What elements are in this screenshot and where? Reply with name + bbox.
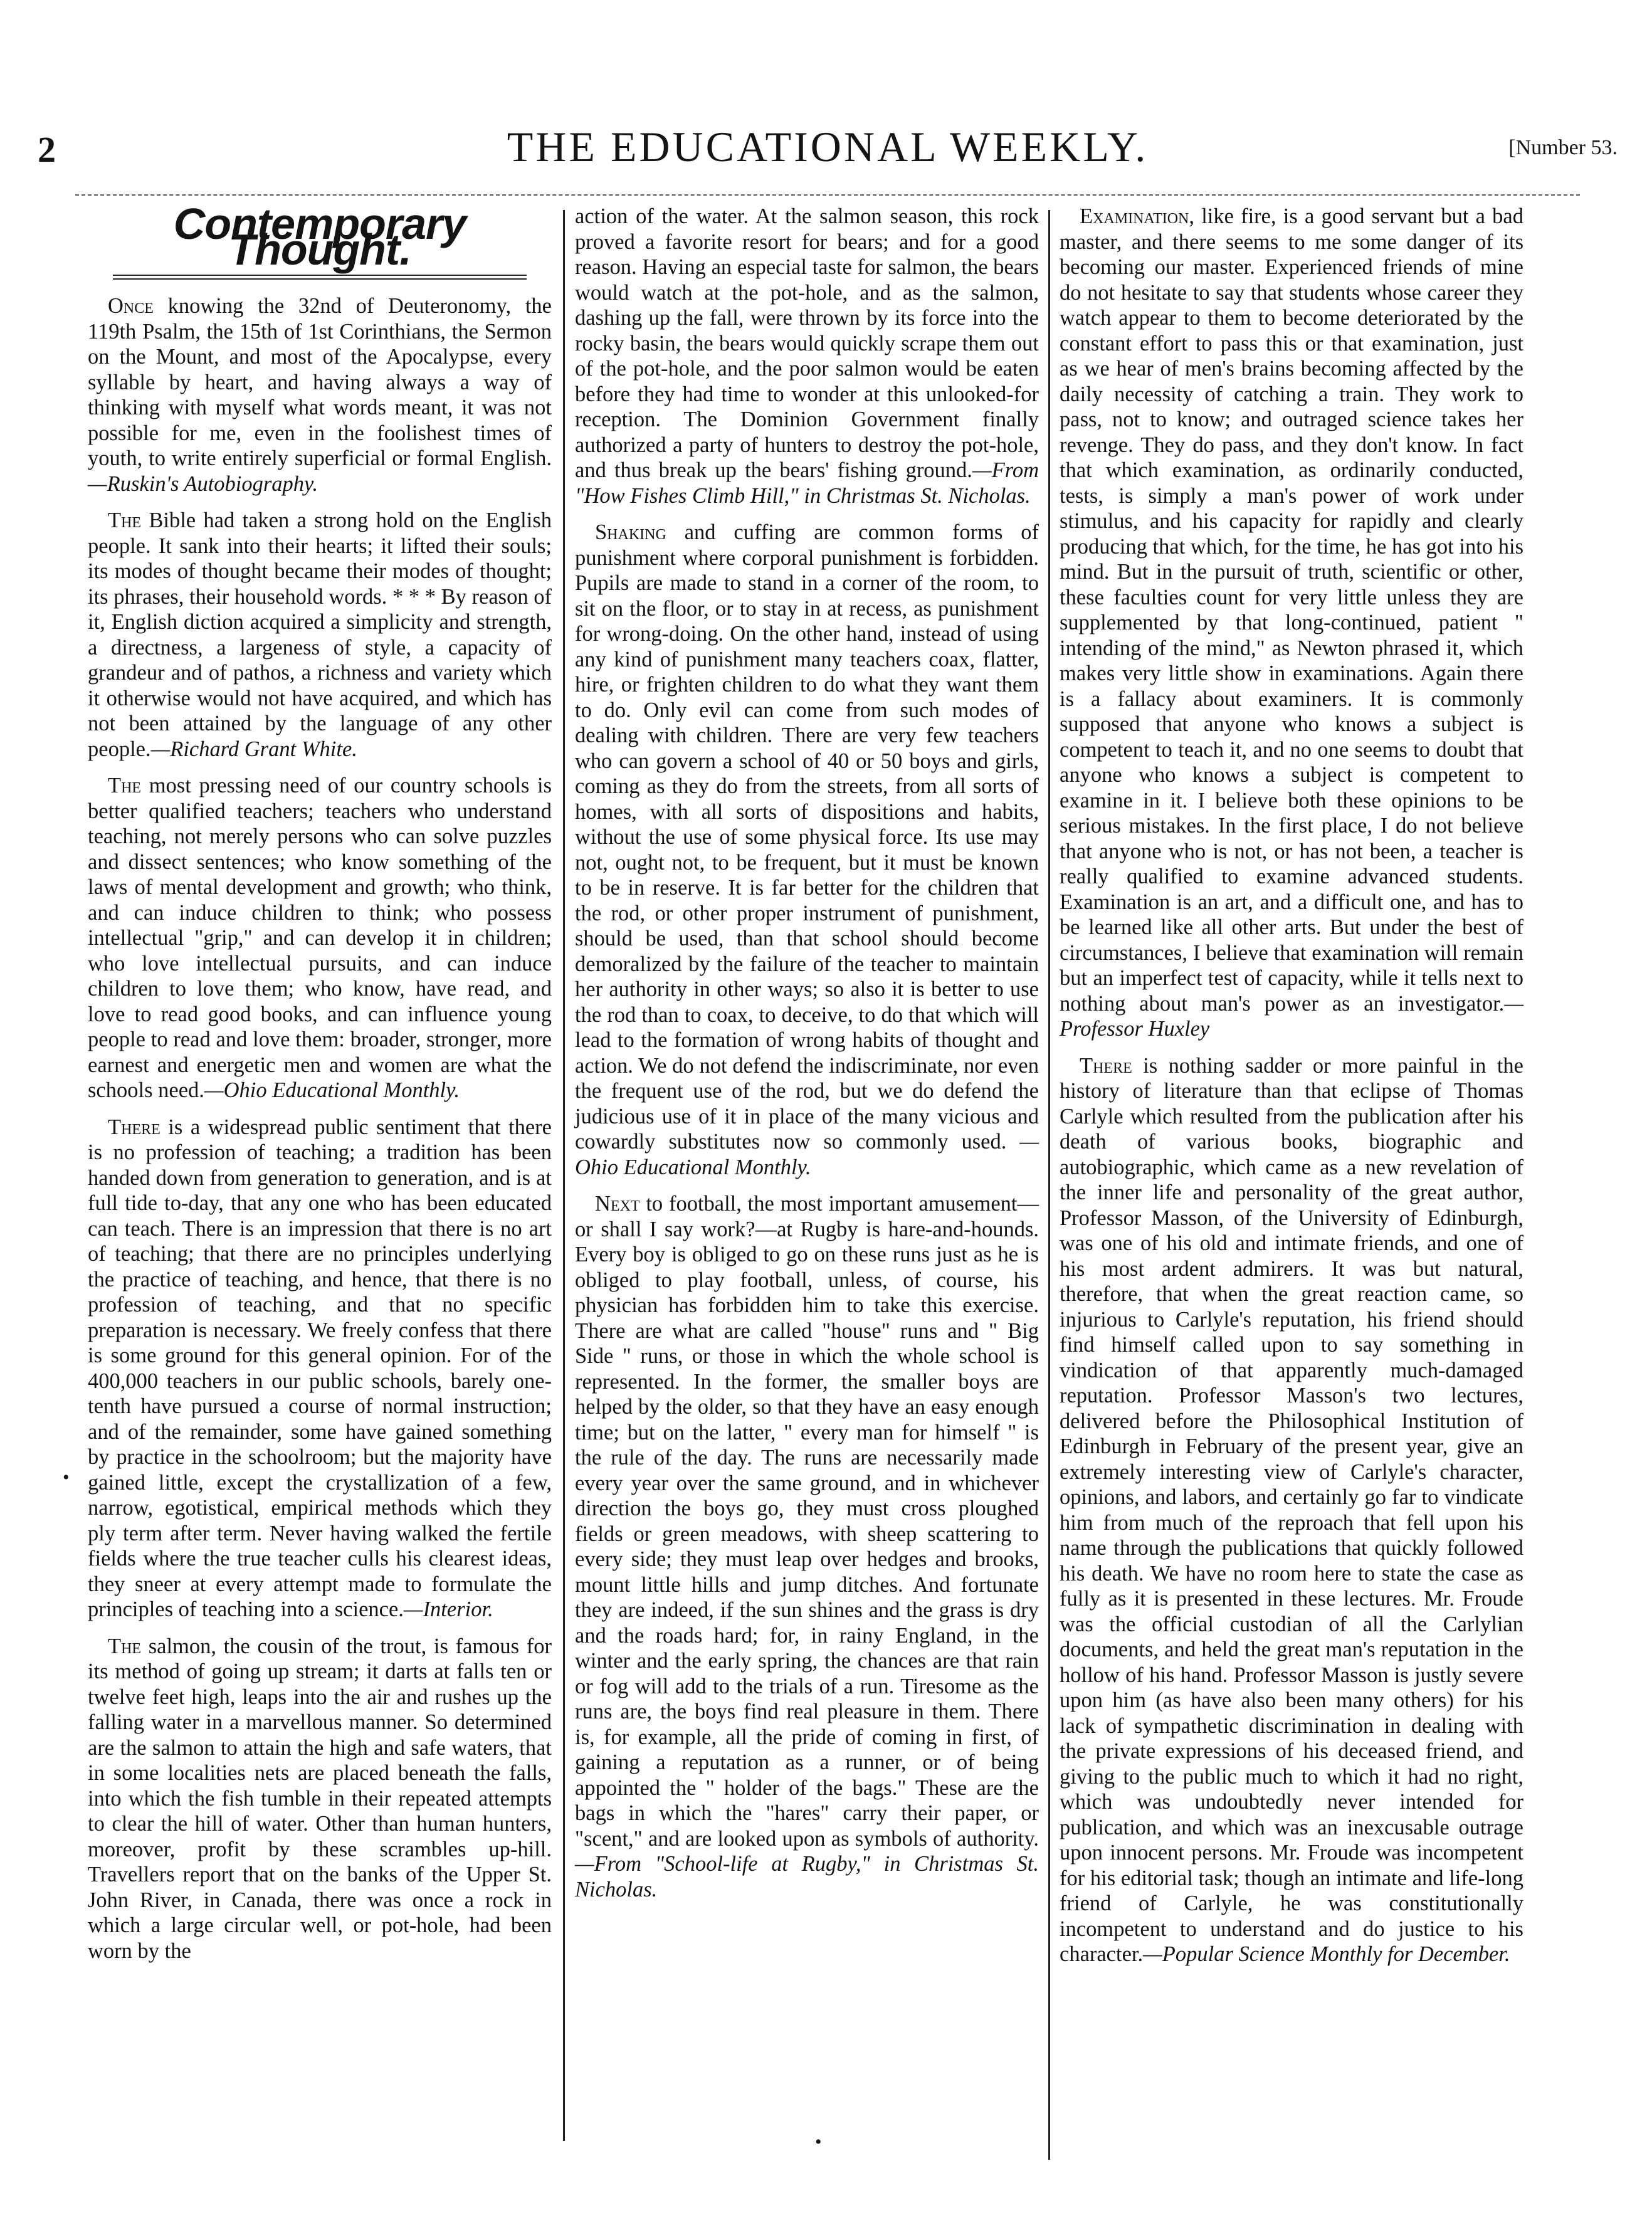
header-rule xyxy=(75,194,1580,196)
article-source: —Ruskin's Autobiography. xyxy=(88,471,318,496)
article-source: —From "School-life at Rugby," in Christmas St. Nicholas. xyxy=(575,1852,1039,1901)
article-ohio-teachers: The most pressing need of our country schools is better qualified teachers; teachers who understand teaching, not merely persons who can solve puzzles and dissect sentences; who know something of the laws of mental development and growth; who think, and can induce children to think; who possess intellectual "grip," and can develop it in children; who love intellectual pursuits, and can induce children to love them; who know, have read, and love to read good books, and can influence young people to read and love them: broader, stronger, more earnest and energetic men and women are what the schools need.—Ohio Educational Monthly. xyxy=(88,774,552,1102)
issue-number: [Number 53. xyxy=(1508,136,1618,159)
article-source: —Popular Science Monthly for December. xyxy=(1143,1942,1510,1966)
column-2 xyxy=(575,204,1039,1913)
article-huxley: Examination, like fire, is a good servant but a bad master, and there seems to me some danger of its becoming our master. Experienced friends of mine do not hesitate to say that students whose career they watch appear to them to become deteriorated by the constant effort to pass this or that examination, just as we hear of men's brains becoming affected by the daily necessity of catching a train. They work to pass, not to know; and outraged science takes her revenge. They do pass, and they don't know. In fact that which examination, as ordinarily conducted, tests, is simply a man's power of work under stimulus, and his capacity for rapidly and clearly producing that which, for the time, he has got into his mind. But in the pursuit of truth, scientific or other, these faculties count for very little unless they are supplemented by that long-continued, patient " intending of the mind," as Newton phrased it, which makes very little show in examinations. Again there is a fallacy about examiners. It is commonly supposed that anyone who knows a subject is competent to teach it, and no one seems to doubt that anyone who knows a subject is competent to examine in it. I believe both these opinions to be serious mistakes. In the first place, I do not believe that anyone who is not, or has not been, a teacher is really qualified to examine advanced students. Examination is an art, and a difficult one, and has to be learned like all other arts. But under the best of circumstances, I believe that examination will remain but an imperfect test of capacity, while it tells next to nothing about man's power as an investigator.—Professor Huxley xyxy=(1060,204,1523,1041)
margin-dot: • xyxy=(815,2132,822,2152)
column-rule xyxy=(1048,210,1050,2160)
page-number: 2 xyxy=(38,129,56,170)
column-3 xyxy=(1060,204,1523,1979)
title-rule xyxy=(113,278,527,280)
article-source: —Professor Huxley xyxy=(1060,991,1523,1041)
column-1 xyxy=(88,199,552,1964)
article-source: —From "How Fishes Climb Hill," in Christmas St. Nicholas. xyxy=(575,458,1039,508)
article-source: —Interior. xyxy=(403,1597,493,1621)
article-punishment: Shaking and cuffing are common forms of punishment where corporal punishment is forbidden. Pupils are made to stand in a corner of the room, to sit on the floor, or to stay in at recess, as punishment for wrong-doing. On the other hand, instead of using any kind of punishment many teachers coax, flatter, hire, or frighten children to do what they want them to do. Only evil can come from such modes of dealing with children. There are very few teachers who can govern a school of 40 or 50 boys and girls, coming as they do from the streets, from all sorts of homes, with all sorts of dispositions and habits, without the use of some physical force. Its use may not, ought not, to be frequent, but it must be known to be in reserve. It is far better for the children that the rod, or other proper instrument of punishment, should be used, than that school should become demoralized by the failure of the teacher to maintain her authority in other ways; so also it is better to use the rod than to coax, to deceive, to do that which will lead to the formation of wrong habits of thought and action. We do not defend the indiscriminate, nor even the frequent use of the rod, but we do defend the judicious use of it in place of the many vicious and cowardly substitutes now so commonly used. — Ohio Educational Monthly. xyxy=(575,520,1039,1179)
article-source: —Ohio Educational Monthly. xyxy=(204,1078,460,1102)
margin-dot: • xyxy=(63,1467,70,1488)
article-carlyle: There is nothing sadder or more painful in the history of literature than that eclipse of Thomas Carlyle which resulted from the publication after his death of various books, biographic and autobiographic, which came as a new revelation of the inner life and personality of the great author, Professor Masson, of the University of Edinburgh, was one of his old and intimate friends, and one of his most ardent admirers. It was but natural, therefore, that when the great reaction came, so injurious to Carlyle's reputation, his friend should find himself called upon to say something in vindication of that apparently much-damaged reputation. Professor Masson's two lectures, delivered before the Philosophical Institution of Edinburgh in February of the present year, give an extremely interesting view of Carlyle's character, opinions, and labors, and certainly go far to vindicate him from much of the reproach that fell upon his name through the publications that quickly followed his death. We have no room here to state the case as fully as it is presented in these lectures. Mr. Froude was the official custodian of all the Carlylian documents, and held the great man's reputation in the hollow of his hand. Professor Masson is justly severe upon him (as have also been many others) for his lack of sympathetic discrimination in dealing with the private expressions of his deceased friend, and giving to the public much to which it had no right, which was undoubtedly never intended for publication, and which was an inexcusable outrage upon innocent persons. Mr. Froude was incompetent for his editorial task; though an intimate and life-long friend of Carlyle, he was constitutionally incompetent to understand and do justice to his character.—Popular Science Monthly for December. xyxy=(1060,1053,1523,1966)
page-header xyxy=(38,122,1618,185)
article-salmon: The salmon, the cousin of the trout, is famous for its method of going up stream; it darts at falls ten or twelve feet high, leaps into the air and rushes up the falling water in a marvellous manner. So determined are the salmon to attain the high and safe waters, that in some localities nets are placed beneath the falls, into which the fish tumble in their repeated attempts to clear the hill of water. Other than human hunters, moreover, profit by these scrambles up-hill. Travellers report that on the banks of the Upper St. John River, in Canada, there was once a rock in which a large circular well, or pot-hole, had been worn by the xyxy=(88,1634,552,1963)
section-title: Contemporary Thought. xyxy=(173,199,466,274)
article-ruskin: Once knowing the 32nd of Deuteronomy, the 119th Psalm, the 15th of 1st Corinthians, the Sermon on the Mount, and most of the Apocalypse, every syllable by heart, and having always a way of thinking with myself what words meant, it was not possible for me, even in the foolishest times of youth, to write entirely superficial or formal English.—Ruskin's Autobiography. xyxy=(88,294,552,496)
article-white: The Bible had taken a strong hold on the English people. It sank into their hearts; it lifted their souls; its modes of thought became their modes of thought; its phrases, their household words. * * * By reason of it, English diction acquired a simplicity and strength, a directness, a largeness of style, a capacity of grandeur and of pathos, a richness and variety which it otherwise would not have acquired, and which has not been attained by the language of any other people.—Richard Grant White. xyxy=(88,508,552,761)
article-source: —Richard Grant White. xyxy=(150,737,357,761)
article-interior: There is a widespread public sentiment that there is no profession of teaching; a tradition has been handed down from generation to generation, and is at full tide to-day, that any one who has been educated can teach. There is an impression that there is no art of teaching; that there are no principles underlying the practice of teaching, and hence, that there is no profession of teaching, and that no specific preparation is necessary. We freely confess that there is some ground for this general opinion. For of the 400,000 teachers in our public schools, barely one-tenth have pursued a course of normal instruction; and of the remainder, some have gained something by practice in the schoolroom; but the majority have gained little, except the crystallization of a few, narrow, egotistical, empirical methods which they ply term after term. Never having walked the fertile fields where the true teacher culls his clearest ideas, they sneer at every attempt made to formulate the principles of teaching into a science.—Interior. xyxy=(88,1115,552,1621)
article-source: — Ohio Educational Monthly. xyxy=(575,1130,1039,1179)
article-salmon-cont: action of the water. At the salmon season, this rock proved a favorite resort for bears; and for a good reason. Having an especial taste for salmon, the bears would watch at the pot-hole, and as the salmon, dashing up the fall, were thrown by its force into the rocky basin, the bears would quickly scrape them out of the pot-hole, and the poor salmon would be eaten before they had time to wonder at this unlooked-for reception. The Dominion Government finally authorized a party of hunters to destroy the pot-hole, and thus break up the bears' fishing ground.—From "How Fishes Climb Hill," in Christmas St. Nicholas. xyxy=(575,204,1039,508)
column-rule xyxy=(563,210,565,2141)
title-rule xyxy=(113,275,527,276)
article-rugby: Next to football, the most important amusement—or shall I say work?—at Rugby is hare-and-hounds. Every boy is obliged to go on these runs just as he is obliged to play football, unless, of course, his physician has forbidden him to take this exercise. There are what are called "house" runs and " Big Side " runs, or those in which the whole school is represented. In the former, the smaller boys are helped by the older, so that they have an easy enough time; but on the latter, " every man for himself " is the rule of the day. The runs are necessarily made every year over the same ground, and in whichever direction the boys go, they must cross ploughed fields or green meadows, with sheep scattering to every side; they must leap over hedges and brooks, mount little hills and jump ditches. And fortunate they are indeed, if the sun shines and the grass is dry and the roads hard; for, in rainy England, in the winter and the early spring, the chances are that rain or fog will add to the trials of a run. Tiresome as the runs are, the boys find real pleasure in them. There is, for example, all the pride of coming in first, of gaining a reputation as a runner, or of being appointed the " holder of the bags." These are the bags in which the "hares" carry their paper, or "scent," and are looked upon as symbols of authority.—From "School-life at Rugby," in Christmas St. Nicholas. xyxy=(575,1192,1039,1901)
journal-title: THE EDUCATIONAL WEEKLY. xyxy=(507,123,1149,171)
